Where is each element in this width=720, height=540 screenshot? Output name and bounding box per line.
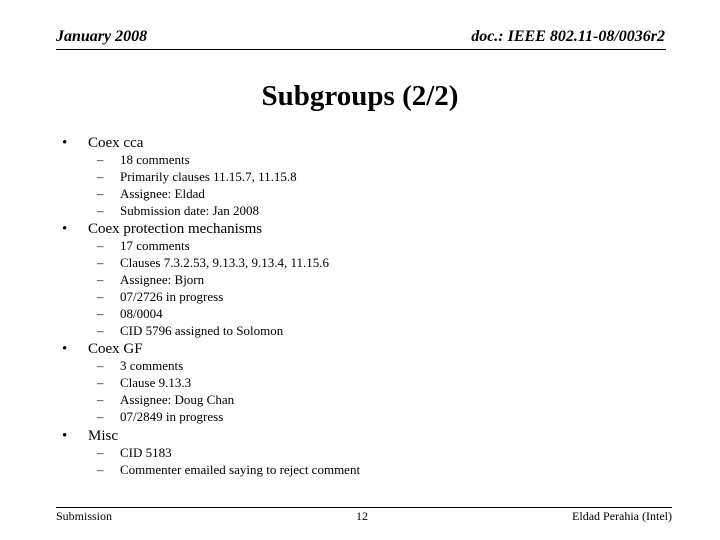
section-heading-text: Coex cca	[88, 135, 144, 151]
list-item-text: Assignee: Doug Chan	[120, 392, 235, 407]
section-heading-text: Coex GF	[88, 341, 143, 357]
list-item-text: Assignee: Bjorn	[120, 272, 205, 287]
section-heading-text: Coex protection mechanisms	[88, 221, 263, 237]
dash-icon: –	[97, 392, 104, 407]
dash-icon: –	[97, 462, 104, 477]
footer-page-number: 12	[356, 509, 368, 523]
dash-icon: –	[97, 445, 104, 460]
dash-icon: –	[97, 152, 104, 167]
dash-icon: –	[97, 358, 104, 373]
list-item-text: 17 comments	[120, 238, 190, 253]
header-doc-id: doc.: IEEE 802.11-08/0036r2	[471, 28, 665, 45]
list-item-text: Primarily clauses 11.15.7, 11.15.8	[120, 169, 297, 184]
list-item-text: Submission date: Jan 2008	[120, 203, 260, 218]
list-item-text: Assignee: Eldad	[120, 186, 205, 201]
bullet-icon: •	[62, 221, 68, 237]
header-rule	[56, 49, 666, 50]
bullet-icon: •	[62, 341, 68, 357]
footer-rule	[56, 507, 672, 508]
dash-icon: –	[97, 203, 104, 218]
list-item-text: Clause 9.13.3	[120, 375, 192, 390]
dash-icon: –	[97, 289, 104, 304]
footer-submission: Submission	[56, 509, 113, 523]
dash-icon: –	[97, 272, 104, 287]
dash-icon: –	[97, 255, 104, 270]
dash-icon: –	[97, 186, 104, 201]
list-item-text: 3 comments	[120, 358, 184, 373]
dash-icon: –	[97, 169, 104, 184]
list-item-text: 18 comments	[120, 152, 190, 167]
list-item-text: 07/2726 in progress	[120, 289, 224, 304]
list-item-text: Commenter emailed saying to reject comment	[120, 462, 361, 477]
bullet-icon: •	[62, 428, 68, 444]
dash-icon: –	[97, 306, 104, 321]
bullet-icon: •	[62, 135, 68, 151]
slide-title: Subgroups (2/2)	[261, 80, 459, 112]
section-heading-text: Misc	[88, 428, 118, 444]
header-date: January 2008	[56, 28, 148, 45]
dash-icon: –	[97, 323, 104, 338]
dash-icon: –	[97, 375, 104, 390]
dash-icon: –	[97, 409, 104, 424]
list-item-text: 08/0004	[120, 306, 163, 321]
list-item-text: CID 5796 assigned to Solomon	[120, 323, 284, 338]
list-item-text: CID 5183	[120, 445, 172, 460]
footer-author: Eldad Perahia (Intel)	[572, 509, 672, 523]
dash-icon: –	[97, 238, 104, 253]
list-item-text: 07/2849 in progress	[120, 409, 224, 424]
list-item-text: Clauses 7.3.2.53, 9.13.3, 9.13.4, 11.15.6	[120, 255, 329, 270]
